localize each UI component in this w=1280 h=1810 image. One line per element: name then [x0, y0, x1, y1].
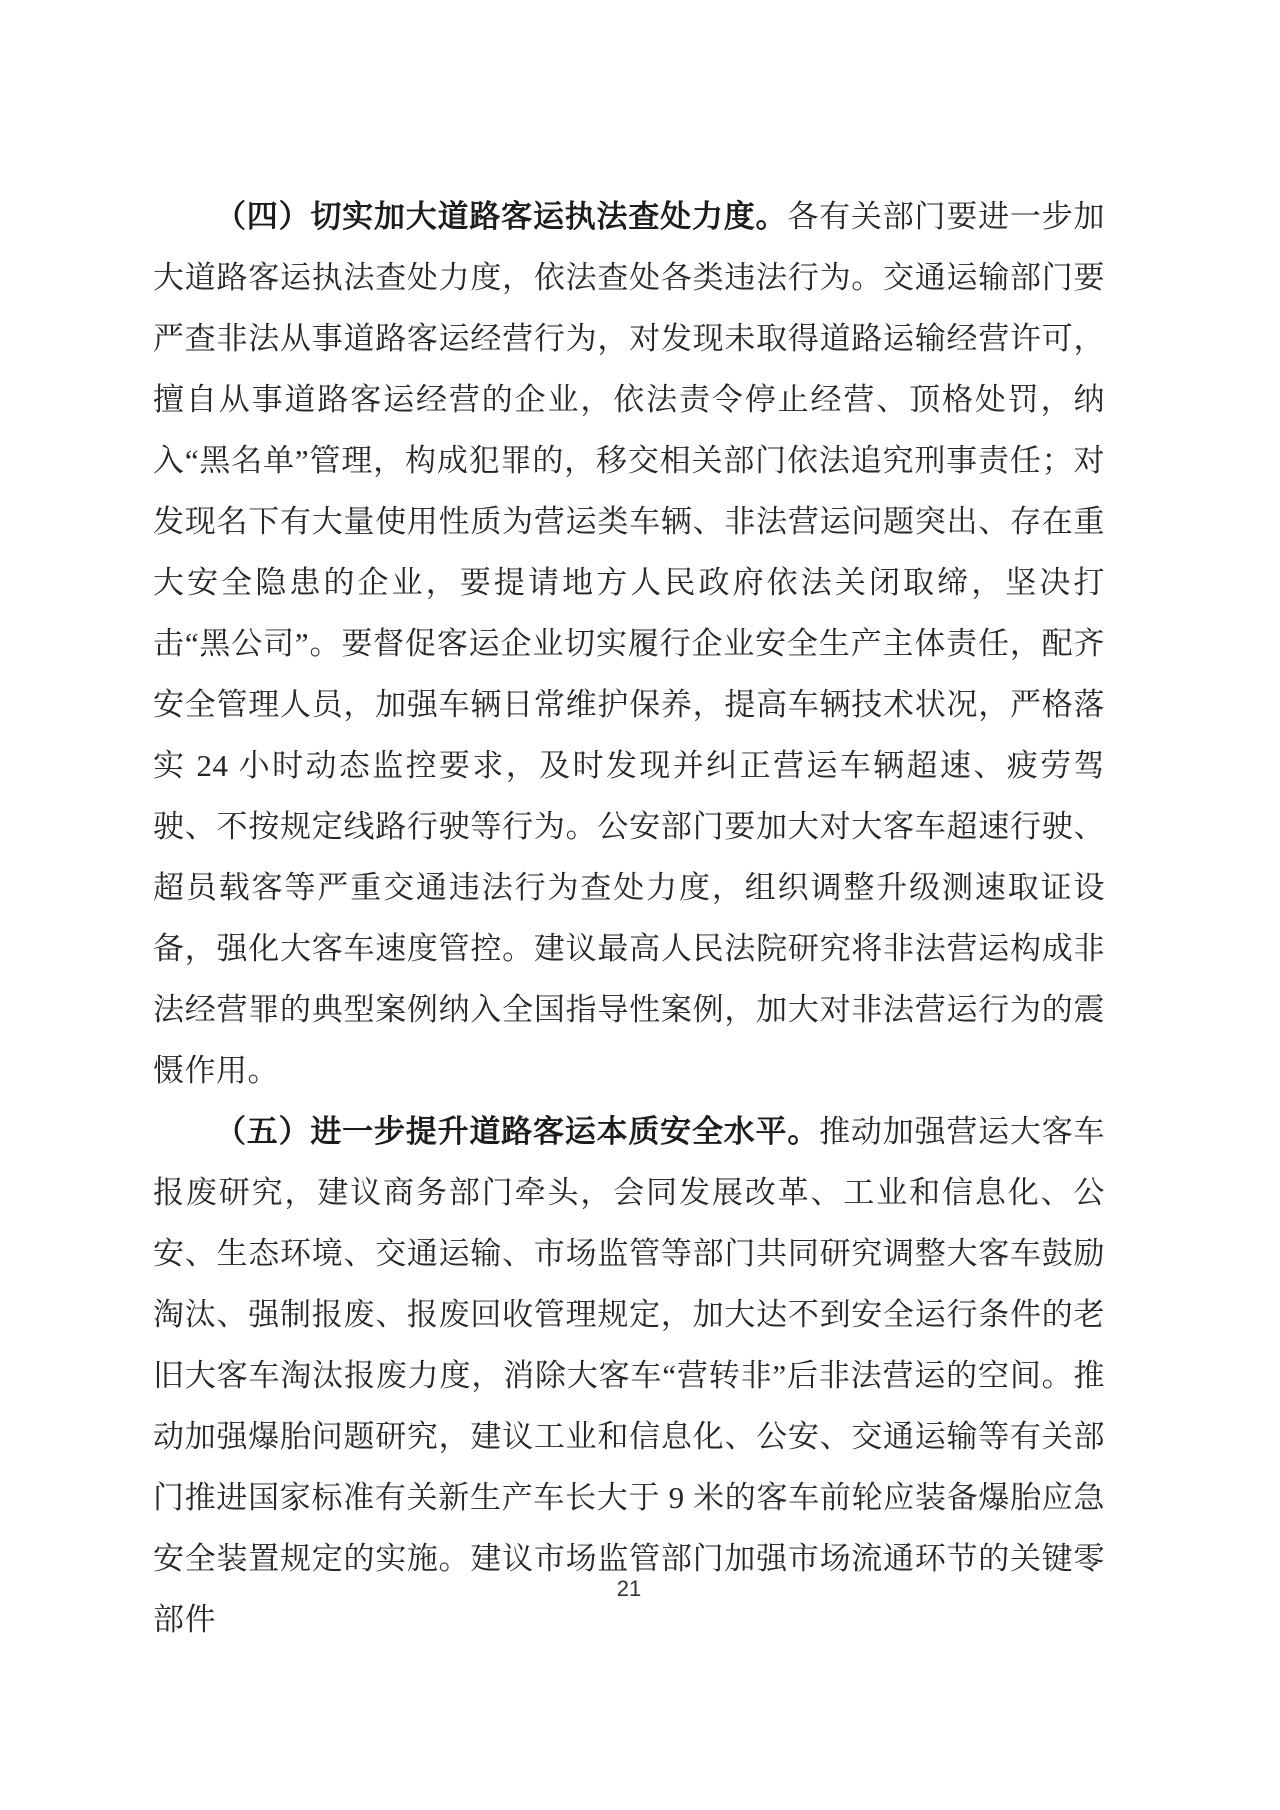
paragraph-section-5-body: 推动加强营运大客车报废研究，建议商务部门牵头，会同发展改革、工业和信息化、公安、生态环境、交通运输、市场监管等部门共同研究调整大客车鼓励淘汰、强制报废、报废回收管理规定，加大达不到安全运行条件的老旧大客车淘汰报废力度，消除大客车“营转非”后非法营运的空间。推动加强爆胎问题研究，建议工业和信息化、公安、交通运输等有关部门推进国家标准有关新生产车长大于 9 米的客车前轮应装备爆胎应急安全装置规定的实施。建议市场监管部门加强市场流通环节的关键零部件 [153, 1114, 1106, 1637]
paragraph-section-5 [153, 1101, 1105, 1650]
document-text-block [153, 186, 1105, 1650]
page-number: 21 [616, 1576, 642, 1601]
paragraph-section-4-body: 各有关部门要进一步加大道路客运执法查处力度，依法查处各类违法行为。交通运输部门要严查非法从事道路客运经营行为，对发现未取得道路运输经营许可，擅自从事道路客运经营的企业，依法责令停止经营、顶格处罚，纳入“黑名单”管理，构成犯罪的，移交相关部门依法追究刑事责任；对发现名下有大量使用性质为营运类车辆、非法营运问题突出、存在重大安全隐患的企业，要提请地方人民政府依法关闭取缔，坚决打击“黑公司”。要督促客运企业切实履行企业安全生产主体责任，配齐安全管理人员，加强车辆日常维护保养，提高车辆技术状况，严格落实 24 小时动态监控要求，及时发现并纠正营运车辆超速、疲劳驾驶、不按规定线路行驶等行为。公安部门要加大对大客车超速行驶、超员载客等严重交通违法行为查处力度，组织调整升级测速取证设备，强化大客车速度管控。建议最高人民法院研究将非法营运构成非法经营罪的典型案例纳入全国指导性案例，加大对非法营运行为的震慑作用。 [153, 199, 1106, 1088]
paragraph-section-4-heading: （四）切实加大道路客运执法查处力度。 [215, 199, 788, 234]
paragraph-section-5-heading: （五）进一步提升道路客运本质安全水平。 [215, 1114, 820, 1149]
paragraph-section-4 [153, 186, 1105, 1101]
